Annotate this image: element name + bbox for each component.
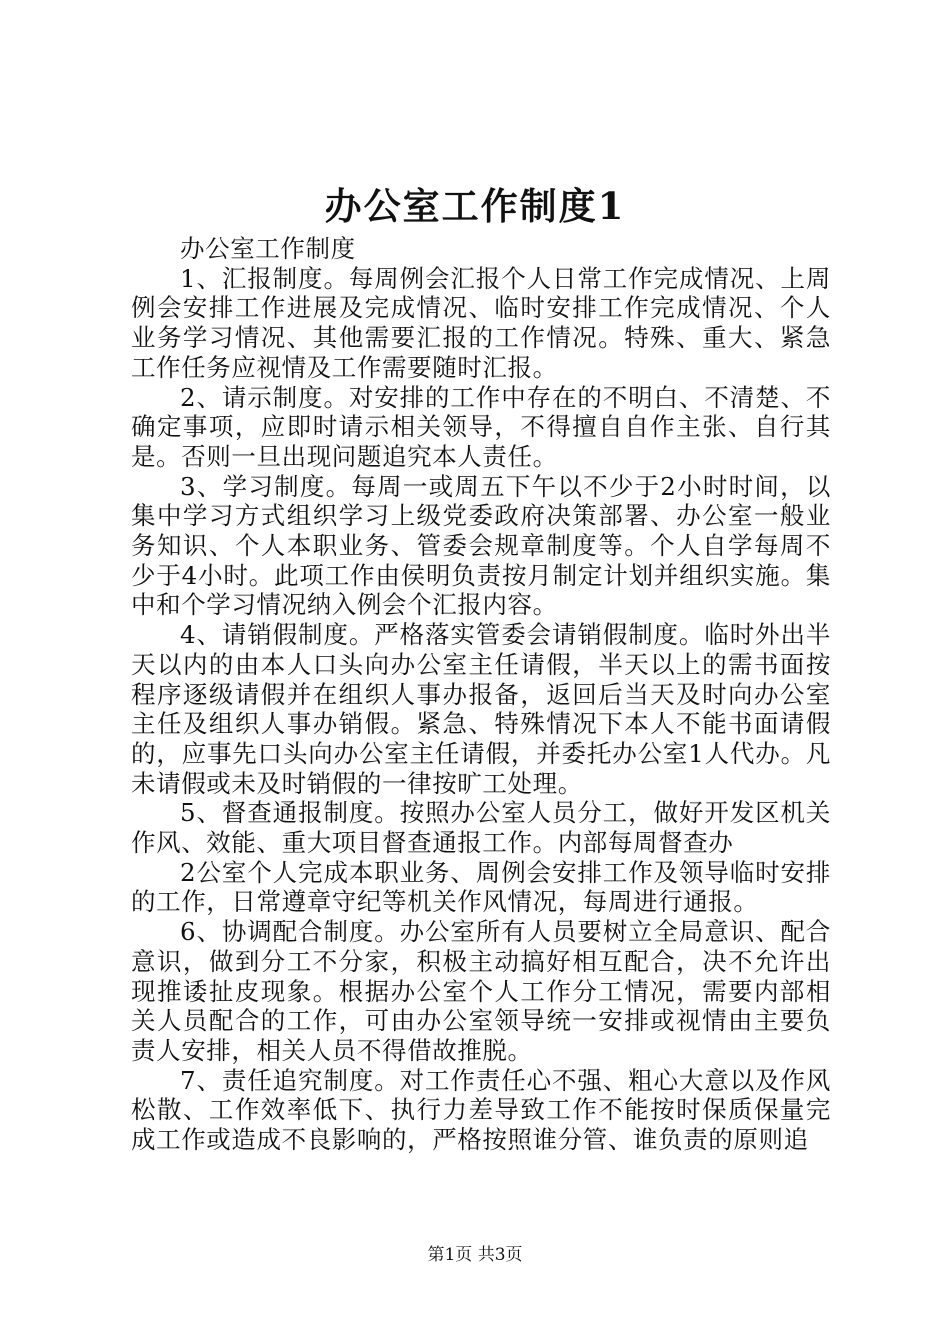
body-paragraph-study-system: 3、学习制度。每周一或周五下午以不少于2小时时间，以集中学习方式组织学习上级党委政府决策部署、办公室一般业务知识、个人本职业务、管委会规章制度等。个人自学每周不少于4小时。此项工作由侯明负责按月制定计划并组织实施。集中和个学习情况纳入例会个汇报内容。	[131, 471, 831, 620]
body-paragraph-request-system: 2、请示制度。对安排的工作中存在的不明白、不清楚、不确定事项，应即时请示相关领导，不得擅自自作主张、自行其是。否则一旦出现问题追究本人责任。	[131, 382, 831, 471]
body-paragraph-accountability-system: 7、责任追究制度。对工作责任心不强、粗心大意以及作风松散、工作效率低下、执行力差导致工作不能按时保质保量完成工作或造成不良影响的，严格按照谁分管、谁负责的原则追	[131, 1065, 831, 1155]
document-body	[131, 234, 831, 1155]
body-paragraph-heading: 办公室工作制度	[180, 234, 356, 263]
body-paragraph-leave-system: 4、请销假制度。严格落实管委会请销假制度。临时外出半天以内的由本人口头向办公室主任请假，半天以上的需书面按程序逐级请假并在组织人事办报备，返回后当天及时向办公室主任及组织人事办销假。紧急、特殊情况下本人不能书面请假的，应事先口头向办公室主任请假，并委托办公室1人代办。凡未请假或未及时销假的一律按旷工处理。	[131, 620, 831, 798]
document-title: 办公室工作制度1	[324, 184, 626, 228]
body-paragraph-coordination-system: 6、协调配合制度。办公室所有人员要树立全局意识、配合意识，做到分工不分家，积极主动搞好相互配合，决不允许出现推诿扯皮现象。根据办公室个人工作分工情况，需要内部相关人员配合的工作，可由办公室领导统一安排或视情由主要负责人安排，相关人员不得借故推脱。	[131, 917, 831, 1065]
body-paragraph-inspection-continued: 2公室个人完成本职业务、周例会安排工作及领导临时安排的工作，日常遵章守纪等机关作风情况，每周进行通报。	[131, 857, 831, 917]
body-paragraph-report-system: 1、汇报制度。每周例会汇报个人日常工作完成情况、上周例会安排工作进展及完成情况、临时安排工作完成情况、个人业务学习情况、其他需要汇报的工作情况。特殊、重大、紧急工作任务应视情及工作需要随时汇报。	[131, 263, 831, 382]
body-paragraph-inspection-system: 5、督查通报制度。按照办公室人员分工，做好开发区机关作风、效能、重大项目督查通报工作。内部每周督查办	[131, 798, 831, 858]
page-number-footer: 第1页 共3页	[427, 1245, 523, 1265]
